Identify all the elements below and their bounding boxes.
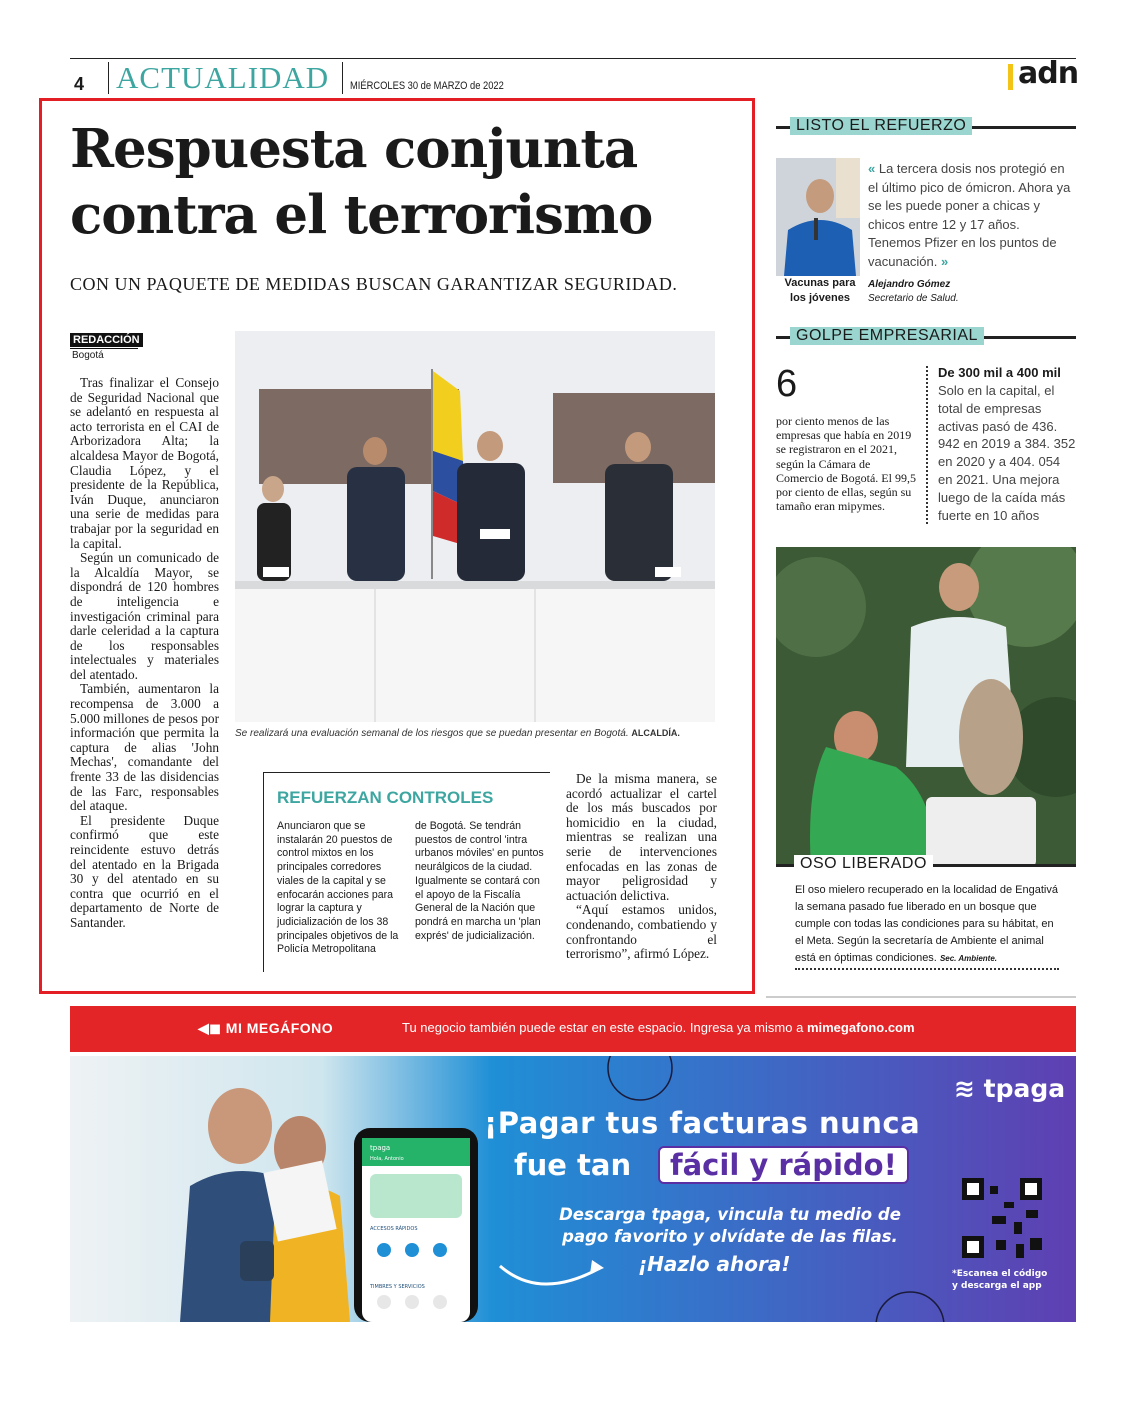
article-photo [235, 331, 715, 722]
sidebar-tag-oso: OSO LIBERADO [794, 855, 933, 873]
quote-text: La tercera dosis nos protegió en el último pico de ómicron. Ahora ya se les puede poner a chicas y chicos entre 12 y 17 años. Tenemos Pfizer en los puntos de vacunación. [868, 161, 1071, 269]
sidebar-tag-refuerzo: LISTO EL REFUERZO [790, 117, 972, 135]
page-number: 4 [74, 74, 85, 94]
dotted-divider [795, 968, 1059, 970]
brand-logo: adn [1018, 56, 1079, 91]
box-column-1: Anunciaron que se instalarán 20 puestos de control mixtos en los principales corredores viales de la capital y se enfocarán acciones para lograr la captura y judicialización de los 38 principales objetivos de la Policía Metropolitana [277, 820, 399, 956]
open-quote-icon: « [868, 161, 876, 176]
header-divider [108, 62, 109, 94]
caption-text: Se realizará una evaluación semanal de los riesgos que se puedan presentar en Bogotá. [235, 728, 629, 739]
phone-section-label: TIMBRES Y SERVICIOS [370, 1284, 425, 1290]
range-title: De 300 mil a 400 mil [938, 365, 1061, 380]
qr-note: *Escanea el código y descarga el app [952, 1269, 1048, 1291]
article-column-3 [566, 772, 717, 962]
paragraph: De la misma manera, se acordó actualizar el cartel de los más buscados por homicidio en la ciudad, mientras se realizan una serie de intervenciones enfocadas en las zonas de mayor peligrosidad y actuación delictiva. [566, 771, 717, 903]
headline-line-1: Respuesta conjunta [70, 118, 638, 180]
tpaga-logo [954, 1074, 1065, 1103]
megafono-logo-text: MI MEGÁFONO [225, 1020, 334, 1036]
box-title: REFUERZAN CONTROLES [277, 788, 494, 807]
bear-text-body: El oso mielero recuperado en la localidad de Engativá la semana pasado fue liberado en un bosque que cumple con todas las condiciones para su hábitat, en el Meta. Según la secretaría de Ambiente el animal está en óptimas condiciones. [795, 884, 1058, 964]
tpaga-logo-text: tpaga [983, 1074, 1066, 1103]
paragraph: “Aquí estamos unidos, condenando, combatiendo y confrontando el terrorismo”, afirmó López. [566, 902, 717, 962]
megafono-logo [198, 1020, 333, 1037]
quote-author-role: Secretario de Salud. [868, 293, 959, 304]
close-quote-icon: » [941, 253, 949, 269]
dotted-divider [926, 366, 928, 524]
brand-logo-bar [1008, 64, 1013, 90]
range-text: Solo en la capital, el total de empresas activas pasó de 436. 942 en 2019 a 384. 352 en 2020 y a 404. 054 en 2021. Una mejora luego de la caída más fuerte en 10 años [938, 383, 1076, 523]
byline-rule [70, 348, 138, 349]
article-column-1 [70, 376, 219, 931]
phone-section-label: ACCESOS RÁPIDOS [370, 1226, 418, 1232]
box-border-left [263, 772, 264, 972]
paragraph: También, aumentaron la recompensa de 3.000 a 5.000 millones de pesos por información que permita la captura de alias 'John Mechas', comandante del frente 33 de las disidencias de las Farc, responsables del ataque. [70, 681, 219, 814]
header-top-rule [70, 58, 1076, 59]
megaphone-icon: ◀◼ [198, 1020, 222, 1036]
banner-text: Tu negocio también puede estar en este espacio. Ingresa ya mismo a [402, 1020, 804, 1035]
phone-greeting: Hola, Antonio [370, 1156, 404, 1162]
bear-photo-credit: Sec. Ambiente. [939, 954, 997, 963]
bear-release-photo [776, 547, 1076, 867]
ad-subtext: Descarga tpaga, vincula tu medio de pago favorito y olvídate de las filas. [559, 1205, 901, 1246]
bear-text [795, 882, 1063, 967]
box-border-top [263, 772, 550, 773]
headline-line-2: contra el terrorismo [70, 184, 653, 246]
ad-headline-1: ¡Pagar tus facturas nunca [484, 1106, 921, 1140]
big-number: 6 [776, 363, 798, 405]
ad-cta[interactable]: ¡Hazlo ahora! [638, 1252, 791, 1276]
article-headline [70, 116, 750, 248]
quote-author: Alejandro Gómez [868, 279, 951, 290]
issue-date: MIÉRCOLES 30 de MARZO de 2022 [350, 80, 504, 92]
sidebar-tag-golpe: GOLPE EMPRESARIAL [790, 327, 984, 345]
banner-link[interactable]: mimegafono.com [806, 1020, 915, 1035]
official-photo [776, 158, 860, 276]
section-title: ACTUALIDAD [116, 60, 330, 95]
article-subhead: CON UN PAQUETE DE MEDIDAS BUSCAN GARANTIZAR SEGURIDAD. [70, 274, 678, 294]
ad-headline-pill: fácil y rápido! [658, 1146, 909, 1184]
ad-headline-2: fue tan [514, 1148, 632, 1182]
paragraph: El presidente Duque confirmó que este reincidente estuvo detrás del atentado en la Brigada 30 y del atentado en su contra que ocurrió en el departamento de Norte de Santander. [70, 812, 219, 930]
megafono-banner[interactable] [70, 1006, 1076, 1052]
header-divider [342, 62, 343, 94]
dateline-place: Bogotá [72, 350, 104, 361]
page-divider [766, 996, 1076, 998]
photo-credit: ALCALDÍA. [631, 728, 680, 738]
tpaga-advertisement[interactable] [70, 1056, 1076, 1322]
phone-app-title: tpaga [370, 1144, 391, 1152]
banner-message [402, 1020, 915, 1035]
tpaga-logo-icon: ≋ [954, 1074, 975, 1103]
pull-quote [868, 160, 1073, 271]
paragraph: Tras finalizar el Consejo de Seguridad Nacional que se adelantó en respuesta al acto terrorista en el CAI de Arborizadora Alta; la alcaldesa Mayor de Bogotá, Claudia López, y el presidente de la República, Iván Duque, anunciaron una serie de medidas para trabajar por la seguridad en la capital. [70, 375, 219, 551]
byline: REDACCIÓN [70, 333, 143, 347]
photo-caption [235, 728, 680, 739]
paragraph: Según un comunicado de la Alcaldía Mayor, se dispondrá de 120 hombres de inteligencia e investigación criminal para darle celeridad a la captura de los responsables intelectuales y materiales del atentado. [70, 550, 219, 682]
big-number-text: por ciento menos de las empresas que había en 2019 se registraron en el 2021, según la Cámara de Comercio de Bogotá. El 99,5 por ciento de ellas, según su tamaño eran mipymes. [776, 414, 916, 514]
box-column-2: de Bogotá. Se tendrán puestos de control 'intra urbanos móviles' en puntos neurálgicos de la ciudad. Igualmente se contará con el apoyo de la Fiscalía General de la Nación que pondrá en marcha un 'plan exprés' de judicialización. [415, 820, 544, 942]
official-photo-caption: Vacunas para los jóvenes [776, 276, 864, 306]
